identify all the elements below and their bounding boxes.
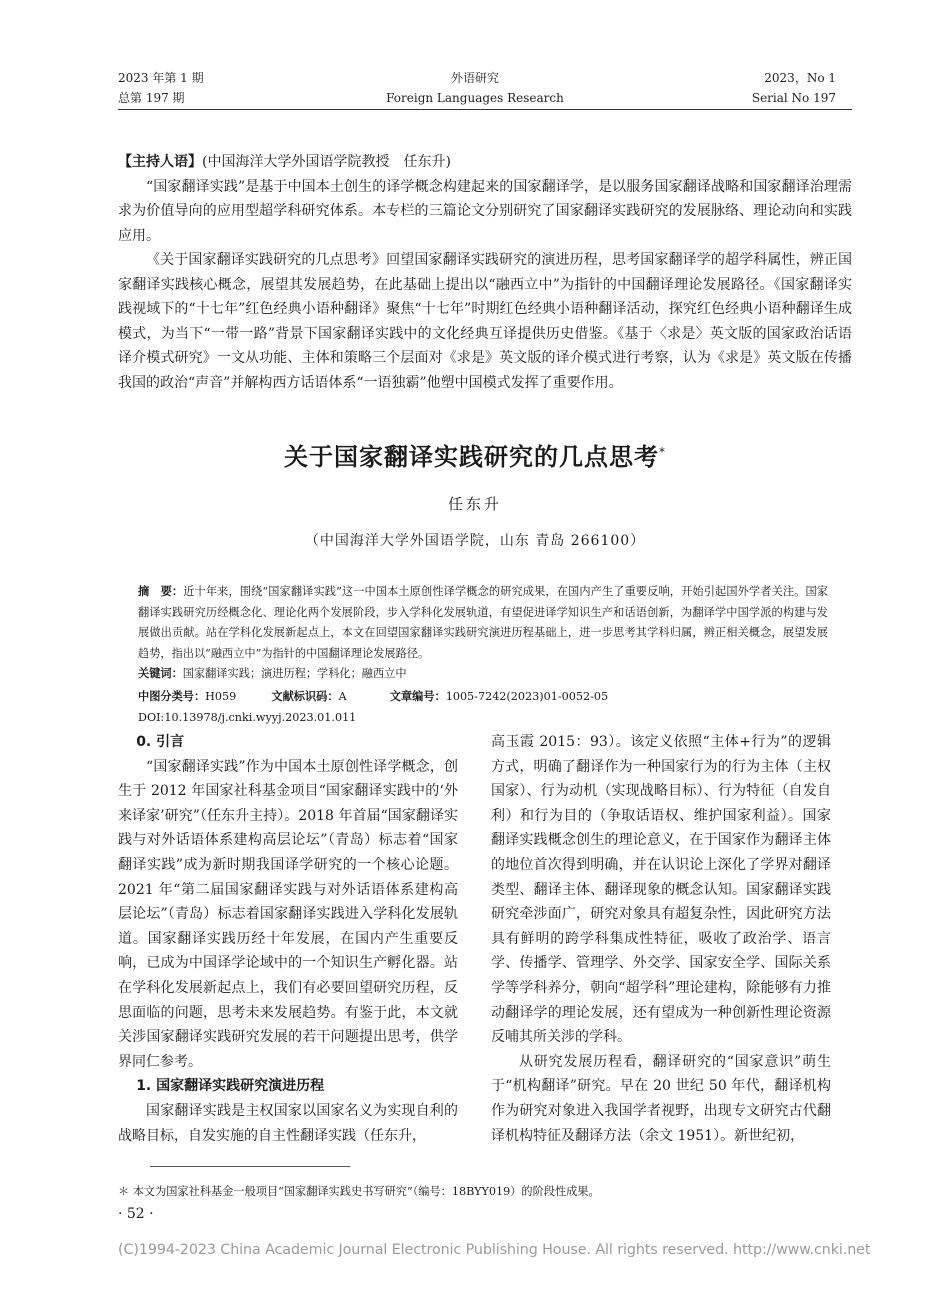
abstract xyxy=(138,582,828,664)
serial-number-en: Serial No 197 xyxy=(751,91,836,105)
journal-name-en: Foreign Languages Research xyxy=(386,91,564,105)
body-right-column xyxy=(491,730,831,1148)
article-author: 任东升 xyxy=(447,495,502,513)
abstract-block xyxy=(138,582,828,685)
header-right xyxy=(752,70,836,107)
article-title-text: 关于国家翻译实践研究的几点思考 xyxy=(284,443,659,471)
page-number: · 52 · xyxy=(118,1206,154,1222)
section-1-heading: 1. 国家翻译实践研究演进历程 xyxy=(136,1078,325,1095)
host-remarks-tag: 【主持人语】 xyxy=(118,154,202,170)
serial-label-cn: 总第 197 期 xyxy=(118,91,185,105)
issue-number-en: 2023，No 1 xyxy=(764,71,836,85)
clc-value: H059 xyxy=(205,690,237,703)
keywords-label: 关键词： xyxy=(138,667,183,681)
section-0-heading: 0. 引言 xyxy=(136,734,185,750)
body-left-column xyxy=(118,730,458,1148)
footnote-rule xyxy=(150,1166,350,1167)
section-0-paragraph: “国家翻译实践”作为中国本土原创性译学概念，创生于 2012 年国家社科基金项目“国家翻译实践中的‘外来译家’研究”（任东升主持）。2018 年首届“国家翻译实践与对外话语体系建构高层论坛”（青岛）标志着“国家翻译实践”成为新时期我国译学研究的一个核心论题。2021 年“第二届国家翻译实践与对外话语体系建构高层论坛”（青岛）标志着国家翻译实践进入学科化发展轨道。国家翻译实践历经十年发展，在国内产生重要反响，已成为中国译学论域中的一个知识生产孵化器。站在学科化发展新起点上，我们有必要回望研究历程，反思面临的问题，思考未来发展趋势。有鉴于此，本文就关涉国家翻译实践研究发展的若干问题提出思考，供学界同仁参考。 xyxy=(118,758,458,1070)
article-title xyxy=(0,437,950,472)
article-number-value: 1005-7242(2023)01-0052-05 xyxy=(445,690,609,703)
host-remarks-heading xyxy=(118,150,852,175)
clc-label: 中图分类号： xyxy=(138,690,206,703)
host-remarks-para-1: “国家翻译实践”是基于中国本土创生的译学概念构建起来的国家翻译学，是以服务国家翻译战略和国家翻译治理需求为价值导向的应用型超学科研究体系。本专栏的三篇论文分别研究了国家翻译实践研究的发展脉络、理论动向和实践应用。 xyxy=(118,178,852,244)
journal-name-cn: 外语研究 xyxy=(450,71,499,85)
doc-code-value: A xyxy=(338,690,347,703)
title-footnote-mark: * xyxy=(659,445,666,459)
keywords-text: 国家翻译实践；演进历程；学科化；融西立中 xyxy=(182,667,407,681)
right-paragraph-2: 从研究发展历程看，翻译研究的“国家意识”萌生于“机构翻译”研究。早在 20 世纪 50 年代，翻译机构作为研究对象进入我国学者视野，出现专文研究古代翻译机构特征及翻译方法（余文 1951）。新世纪初， xyxy=(491,1053,831,1144)
classification-line xyxy=(138,687,838,707)
header-rule xyxy=(118,109,852,110)
host-remarks xyxy=(118,150,852,395)
abstract-label: 摘 要： xyxy=(138,585,184,598)
doc-code-label: 文献标识码： xyxy=(271,690,339,703)
host-remarks-byline: (中国海洋大学外国语学院教授 任东升) xyxy=(202,154,451,170)
copyright-watermark: (C)1994-2023 China Academic Journal Electronic Publishing House. All rights reserved. http://www.cnki.net xyxy=(118,1242,871,1258)
footnote: ＊ 本文为国家社科基金一般项目“国家翻译实践史书写研究”（编号：18BYY019）的阶段性成果。 xyxy=(118,1185,600,1198)
header-center xyxy=(300,70,650,107)
keywords xyxy=(138,664,828,685)
article-number-label: 文章编号： xyxy=(389,690,446,703)
section-1-paragraph: 国家翻译实践是主权国家以国家名义为实现自利的战略目标，自发实施的自主性翻译实践（任东升， xyxy=(118,1102,458,1144)
host-remarks-para-2: 《关于国家翻译实践研究的几点思考》回望国家翻译实践研究的演进历程，思考国家翻译学的超学科属性，辨正国家翻译实践核心概念，展望其发展趋势，在此基础上提出以“融西立中”为指针的中国翻译理论发展路径。《国家翻译实践视域下的“十七年”红色经典小语种翻译》聚焦“十七年”时期红色经典小语种翻译活动，探究红色经典小语种翻译生成模式，为当下“一带一路”背景下国家翻译实践中的文化经典互译提供历史借鉴。《基于〈求是〉英文版的国家政治话语译介模式研究》一文从功能、主体和策略三个层面对《求是》英文版的译介模式进行考察，认为《求是》英文版在传播我国的政治“声音”并解构西方话语体系“一语独霸”他塑中国模式发挥了重要作用。 xyxy=(118,252,852,391)
issue-label: 2023 年第 1 期 xyxy=(118,71,204,85)
author-affiliation: （中国海洋大学外国语学院，山东 青岛 266100） xyxy=(304,533,646,549)
header-left xyxy=(118,70,204,107)
doi: DOI:10.13978/j.cnki.wyyj.2023.01.011 xyxy=(138,711,357,724)
right-paragraph-1: 高玉霞 2015：93）。该定义依照“主体+行为”的逻辑方式，明确了翻译作为一种国家行为的行为主体（主权国家）、行为动机（实现战略目标）、行为特征（自发自利）和行为目的（争取话语权、维护国家利益）。国家翻译实践概念创生的理论意义，在于国家作为翻译主体的地位首次得到明确，并在认识论上深化了学界对翻译类型、翻译主体、翻译现象的概念认知。国家翻译实践研究牵涉面广，研究对象具有超复杂性，因此研究方法具有鲜明的跨学科集成性特征，吸收了政治学、语言学、传播学、管理学、外交学、国家安全学、国际关系学等学科养分，朝向“超学科”理论建构，除能够有力推动翻译学的理论发展，还有望成为一种创新性理论资源反哺其所关涉的学科。 xyxy=(491,734,831,1046)
abstract-text: 近十年来，围绕“国家翻译实践”这一中国本土原创性译学概念的研究成果，在国内产生了重要反响，开始引起国外学者关注。国家翻译实践研究历经概念化、理论化两个发展阶段，步入学科化发展轨道，有望促进译学知识生产和话语创新，为翻译学中国学派的构建与发展做出贡献。站在学科化发展新起点上，本文在回望国家翻译实践研究演进历程基础上，进一步思考其学科归属，辨正相关概念，展望发展趋势，指出以“融西立中”为指针的中国翻译理论发展路径。 xyxy=(138,585,828,660)
